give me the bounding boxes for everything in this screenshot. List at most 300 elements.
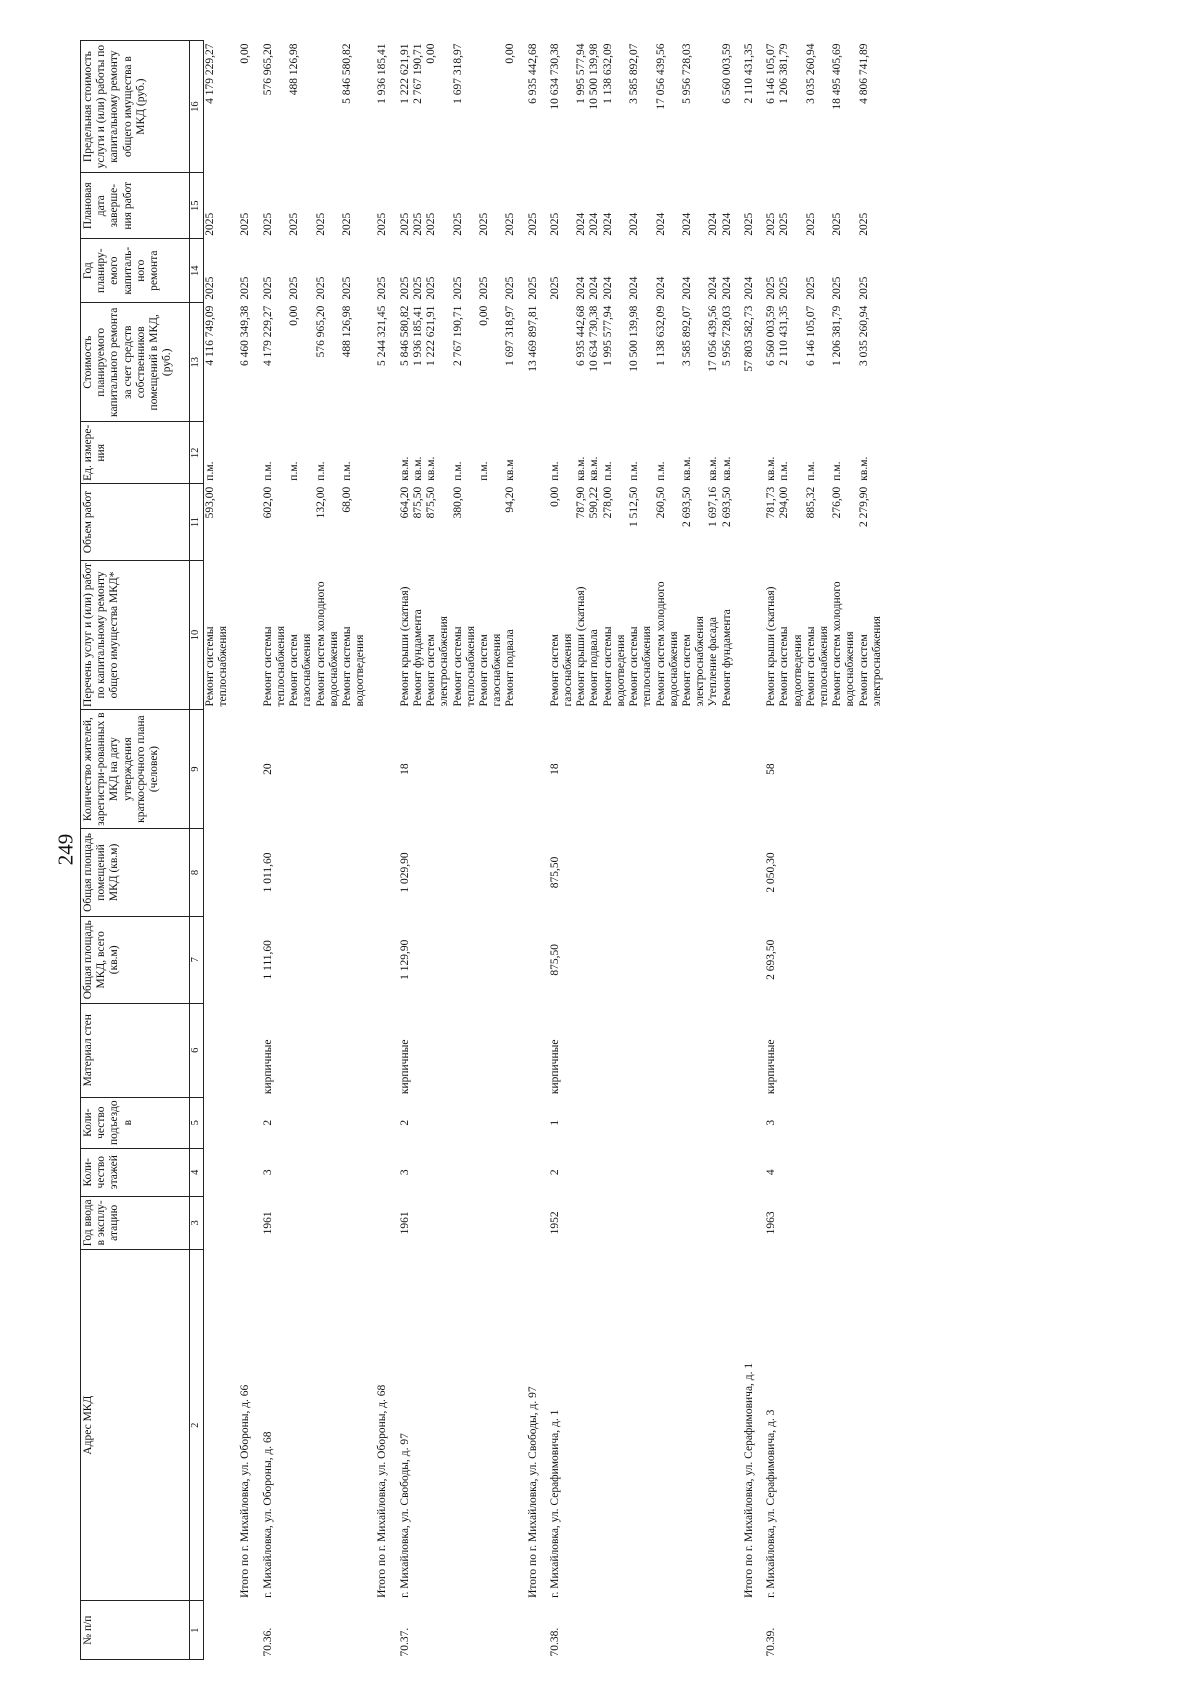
cell-residents: 58: [765, 763, 778, 775]
cell-unit: [734, 422, 756, 484]
cell-max-cost: 2 767 190,71: [411, 43, 424, 104]
cell-total-area: [707, 916, 720, 1003]
cell-work-type: Ремонт систем холодного водоснабжения: [314, 581, 340, 707]
cell-work-volume: 593,00: [204, 486, 216, 519]
cell-year-built: [412, 1196, 425, 1249]
cell-address: Итого по г. Михайловка, ул. Свободы, д. 97: [526, 1386, 539, 1598]
column-number: 14: [190, 239, 204, 303]
cell-max-cost: 0,00: [239, 43, 252, 64]
cell-wall-material: [341, 1003, 367, 1097]
cell-row-number: [602, 1601, 628, 1660]
cell-row-number: [504, 1601, 517, 1660]
cell-work-volume: [734, 484, 756, 561]
cell-residents: [575, 709, 588, 828]
cell-year-built: [425, 1196, 451, 1249]
cell-work-volume: [478, 484, 504, 561]
cell-total-area: 875,50: [548, 943, 561, 976]
cell-floors: [628, 1148, 654, 1196]
table-row: [504, 41, 517, 1660]
cell-completion-year: 2024: [588, 212, 601, 236]
table-row: [721, 41, 734, 1660]
cell-work-volume: 602,00: [261, 486, 274, 519]
cell-unit: кв.м.: [398, 456, 411, 481]
header-cell: Стоимость планируемого капитального ремонта за счет средств собственников помещений в МКД, (руб.): [81, 303, 190, 422]
cell-planned-cost: 0,00: [288, 305, 301, 326]
cell-repair-year: 2025: [526, 276, 539, 300]
cell-total-area: [288, 916, 314, 1003]
cell-residents: [588, 709, 601, 828]
cell-repair-year: 2024: [654, 276, 667, 300]
cell-premises-area: [315, 829, 341, 916]
cell-floors: [721, 1148, 734, 1196]
cell-address: г. Михайловка, ул. Серафимовича, д. 1: [548, 1409, 561, 1598]
cell-address: [831, 1249, 857, 1600]
cell-planned-cost: 4 116 749,09: [204, 305, 216, 366]
cell-repair-year: 2025: [425, 276, 438, 300]
cell-planned-cost: 3 585 892,07: [681, 305, 693, 367]
cell-premises-area: 1 029,90: [398, 852, 411, 893]
table-row: [315, 41, 341, 1660]
cell-address: [805, 1249, 831, 1600]
cell-address: [628, 1249, 654, 1600]
cell-work-type: Ремонт системы водоотведения: [340, 626, 367, 707]
cell-premises-area: [367, 829, 389, 916]
table-row: [540, 41, 575, 1660]
cell-work-type: Ремонт подвала: [504, 629, 517, 707]
cell-floors: [518, 1148, 540, 1196]
cell-work-volume: 2 693,50: [681, 486, 693, 527]
cell-residents: [655, 709, 681, 828]
cell-total-area: [412, 916, 425, 1003]
cell-residents: [721, 709, 734, 828]
cell-wall-material: кирпичные: [548, 1039, 561, 1095]
cell-row-number: [230, 1601, 252, 1660]
cell-repair-year: 2024: [628, 276, 641, 300]
cell-completion-year: 2025: [831, 212, 844, 236]
cell-max-cost: 2 110 431,35: [742, 43, 755, 104]
cell-row-number: [204, 1601, 231, 1660]
cell-residents: [628, 709, 654, 828]
cell-entrances: [805, 1097, 831, 1148]
cell-total-area: 1 129,90: [398, 939, 411, 980]
cell-floors: [315, 1148, 341, 1196]
cell-total-area: [831, 916, 857, 1003]
cell-residents: [288, 709, 314, 828]
cell-repair-year: 2024: [681, 276, 693, 300]
cell-row-number: 70.37.: [398, 1627, 411, 1657]
cell-total-area: [602, 916, 628, 1003]
cell-work-type: Ремонт системы теплоснабжения: [804, 626, 830, 707]
cell-planned-cost: 2 110 431,35: [778, 305, 791, 366]
cell-work-volume: 278,00: [601, 486, 614, 519]
cell-year-built: [858, 1196, 884, 1249]
cell-row-number: [288, 1601, 314, 1660]
cell-work-volume: 2 279,90: [857, 486, 870, 527]
table-row: [778, 41, 804, 1660]
cell-completion-year: 2025: [376, 212, 389, 236]
cell-completion-year: 2025: [548, 212, 561, 236]
cell-planned-cost: 1 936 185,41: [411, 305, 424, 367]
cell-planned-cost: 10 634 730,38: [588, 305, 601, 372]
cell-work-type: Ремонт крыши (скатная): [398, 586, 411, 707]
cell-work-volume: [288, 484, 314, 561]
cell-entrances: [707, 1097, 720, 1148]
table-row: [628, 41, 654, 1660]
cell-address: [575, 1249, 588, 1600]
cell-floors: [602, 1148, 628, 1196]
column-number: 11: [190, 484, 204, 561]
cell-floors: [412, 1148, 425, 1196]
cell-total-area: [655, 916, 681, 1003]
table-row: [341, 41, 367, 1660]
cell-unit: кв.м.: [765, 456, 778, 481]
cell-repair-year: 2025: [411, 276, 424, 300]
cell-repair-year: 2025: [204, 276, 216, 300]
cell-total-area: 2 693,50: [765, 939, 778, 980]
cell-premises-area: [707, 829, 720, 916]
cell-repair-year: 2025: [398, 276, 411, 300]
cell-entrances: [681, 1097, 707, 1148]
cell-planned-cost: 1 697 318,97: [504, 305, 517, 367]
cell-completion-year: 2025: [742, 212, 755, 236]
cell-residents: 18: [398, 763, 411, 775]
cell-work-type: Ремонт системы теплоснабжения: [204, 626, 230, 707]
cell-unit: кв.м.: [681, 456, 693, 481]
cell-planned-cost: 6 935 442,68: [575, 305, 588, 367]
cell-max-cost: 1 936 185,41: [376, 43, 389, 104]
cell-work-type: Ремонт систем холодного водоснабжения: [654, 581, 680, 707]
table-row: [831, 41, 857, 1660]
column-number: 9: [190, 709, 204, 828]
header-cell: Плановая дата заверше-ния работ: [81, 173, 190, 239]
cell-row-number: [628, 1601, 654, 1660]
cell-work-type: Ремонт систем электроснабжения: [425, 616, 451, 707]
cell-planned-cost: 5 956 728,03: [720, 305, 733, 367]
cell-entrances: [315, 1097, 341, 1148]
cell-work-volume: 0,00: [548, 486, 561, 507]
cell-planned-cost: 1 222 621,91: [425, 305, 438, 367]
cell-repair-year: 2024: [707, 276, 720, 300]
cell-address: [452, 1249, 478, 1600]
cell-floors: 2: [548, 1169, 561, 1176]
cell-work-volume: [518, 484, 540, 561]
cell-unit: п.м.: [778, 461, 791, 481]
cell-row-number: [315, 1601, 341, 1660]
cell-premises-area: [628, 829, 654, 916]
cell-max-cost: 1 697 318,97: [451, 43, 464, 104]
cell-completion-year: 2025: [526, 212, 539, 236]
cell-address: г. Михайловка, ул. Свободы, д. 97: [398, 1433, 411, 1598]
cell-residents: [681, 709, 707, 828]
column-number: 5: [190, 1097, 204, 1148]
cell-entrances: [504, 1097, 517, 1148]
table-row: [367, 41, 389, 1660]
cell-entrances: [204, 1097, 231, 1148]
table-row: [655, 41, 681, 1660]
cell-max-cost: 10 634 730,38: [548, 43, 561, 110]
cell-floors: [288, 1148, 314, 1196]
cell-residents: [315, 709, 341, 828]
cell-repair-year: 2025: [548, 276, 561, 300]
cell-floors: [504, 1148, 517, 1196]
cell-entrances: [341, 1097, 367, 1148]
cell-total-area: [341, 916, 367, 1003]
cell-year-built: 1961: [261, 1211, 274, 1235]
cell-row-number: [681, 1601, 707, 1660]
cell-address: [425, 1249, 451, 1600]
cell-wall-material: [858, 1003, 884, 1097]
cell-unit: п.м.: [340, 461, 353, 481]
cell-wall-material: [805, 1003, 831, 1097]
cell-wall-material: [230, 1003, 252, 1097]
cell-max-cost: [478, 41, 504, 173]
cell-entrances: [452, 1097, 478, 1148]
cell-max-cost: 5 846 580,82: [340, 43, 353, 104]
cell-address: Итого по г. Михайловка, ул. Обороны, д. 68: [376, 1384, 389, 1598]
cell-max-cost: 17 056 439,56: [654, 43, 667, 110]
cell-wall-material: [204, 1003, 231, 1097]
cell-premises-area: [452, 829, 478, 916]
cell-year-built: [778, 1196, 804, 1249]
cell-work-type: Ремонт крыши (скатная): [765, 586, 778, 707]
cell-premises-area: [778, 829, 804, 916]
cell-planned-cost: 17 056 439,56: [707, 305, 720, 372]
header-cell: Коли-чество этажей: [81, 1148, 190, 1196]
column-number: 8: [190, 829, 204, 916]
column-number: 6: [190, 1003, 204, 1097]
cell-unit: п.м.: [451, 461, 464, 481]
cell-premises-area: [412, 829, 425, 916]
cell-address: [681, 1249, 707, 1600]
cell-wall-material: кирпичные: [398, 1039, 411, 1095]
cell-residents: [778, 709, 804, 828]
cell-premises-area: [721, 829, 734, 916]
cell-floors: [858, 1148, 884, 1196]
cell-address: [778, 1249, 804, 1600]
cell-completion-year: 2024: [681, 212, 693, 236]
cell-total-area: [478, 916, 504, 1003]
cell-repair-year: 2025: [451, 276, 464, 300]
cell-row-number: [425, 1601, 451, 1660]
cell-residents: 20: [261, 763, 274, 775]
cell-total-area: [628, 916, 654, 1003]
column-number: 12: [190, 422, 204, 484]
cell-repair-year: 2025: [778, 276, 791, 300]
cell-wall-material: [655, 1003, 681, 1097]
cell-wall-material: [681, 1003, 707, 1097]
cell-residents: [504, 709, 517, 828]
cell-premises-area: [504, 829, 517, 916]
cell-unit: кв.м.: [411, 456, 424, 481]
cell-completion-year: 2025: [425, 212, 438, 236]
cell-planned-cost: 576 965,20: [314, 305, 327, 358]
table-row: [478, 41, 504, 1660]
cell-year-built: [734, 1196, 756, 1249]
cell-work-type: Ремонт крыши (скатная): [575, 586, 588, 707]
cell-unit: [518, 422, 540, 484]
cell-unit: п.м.: [831, 461, 844, 481]
cell-residents: [478, 709, 504, 828]
cell-address: [412, 1249, 425, 1600]
cell-max-cost: 4 179 229,27: [204, 43, 216, 104]
cell-total-area: [504, 916, 517, 1003]
cell-row-number: [478, 1601, 504, 1660]
cell-wall-material: [412, 1003, 425, 1097]
cell-total-area: [575, 916, 588, 1003]
table-row: [756, 41, 778, 1660]
cell-entrances: [721, 1097, 734, 1148]
cell-unit: кв.м.: [857, 456, 870, 481]
cell-total-area: [425, 916, 451, 1003]
cell-premises-area: [478, 829, 504, 916]
cell-premises-area: [588, 829, 601, 916]
cell-work-volume: 1 697,16: [707, 486, 720, 527]
cell-premises-area: [681, 829, 707, 916]
cell-address: [315, 1249, 341, 1600]
cell-premises-area: [341, 829, 367, 916]
cell-work-volume: 787,90: [575, 486, 588, 519]
cell-total-area: 1 111,60: [261, 940, 274, 980]
cell-unit: кв.м.: [588, 456, 601, 481]
cell-work-volume: 875,50: [425, 486, 438, 519]
cell-floors: [452, 1148, 478, 1196]
cell-row-number: [805, 1601, 831, 1660]
cell-completion-year: 2025: [804, 212, 817, 236]
cell-wall-material: [602, 1003, 628, 1097]
cell-work-volume: [230, 484, 252, 561]
cell-premises-area: [288, 829, 314, 916]
cell-row-number: [367, 1601, 389, 1660]
column-number: 10: [190, 560, 204, 709]
cell-total-area: [367, 916, 389, 1003]
cell-year-built: [707, 1196, 720, 1249]
cell-wall-material: [504, 1003, 517, 1097]
cell-completion-year: 2025: [778, 212, 791, 236]
cell-wall-material: [518, 1003, 540, 1097]
table-row: [452, 41, 478, 1660]
cell-completion-year: 2024: [575, 212, 588, 236]
cell-row-number: [858, 1601, 884, 1660]
cell-row-number: [341, 1601, 367, 1660]
cell-premises-area: [602, 829, 628, 916]
cell-work-volume: 68,00: [340, 486, 353, 513]
table-row: [230, 41, 252, 1660]
cell-work-volume: 276,00: [831, 486, 844, 519]
cell-planned-cost: 3 035 260,94: [857, 305, 870, 367]
cell-repair-year: 2025: [804, 276, 817, 300]
cell-year-built: [518, 1196, 540, 1249]
cell-entrances: 2: [398, 1119, 411, 1126]
cell-work-type: Ремонт системы теплоснабжения: [261, 626, 287, 707]
cell-work-volume: 260,50: [654, 486, 667, 519]
cell-total-area: [681, 916, 707, 1003]
table-row: [518, 41, 540, 1660]
cell-unit: п.м.: [601, 461, 614, 481]
cell-work-type: [367, 560, 389, 709]
table-row: [588, 41, 601, 1660]
header-cell: Перечень услуг и (или) работ по капитальному ремонту общего имущества МКД*: [81, 560, 190, 709]
cell-address: г. Михайловка, ул. Обороны, д. 68: [261, 1431, 274, 1598]
cell-residents: [518, 709, 540, 828]
cell-premises-area: [575, 829, 588, 916]
cell-max-cost: 1 222 621,91: [398, 43, 411, 104]
column-number: 2: [190, 1249, 204, 1600]
cell-work-volume: 875,50: [411, 486, 424, 519]
cell-wall-material: кирпичные: [261, 1039, 274, 1095]
cell-max-cost: 6 935 442,68: [526, 43, 539, 104]
cell-premises-area: 2 050,30: [765, 852, 778, 893]
cell-unit: п.м.: [628, 461, 641, 481]
cell-planned-cost: [540, 303, 575, 422]
cell-address: [858, 1249, 884, 1600]
cell-residents: [230, 709, 252, 828]
cell-row-number: [518, 1601, 540, 1660]
header-cell: Материал стен: [81, 1003, 190, 1097]
cell-year-built: [230, 1196, 252, 1249]
header-cell: Количество жителей, зарегистри-рованных в МКД на дату утверждения краткосрочного плана (человек): [81, 709, 190, 828]
cell-repair-year: 2024: [601, 276, 614, 300]
cell-wall-material: [628, 1003, 654, 1097]
header-cell: Предельная стоимость услуги и (или) работы по капитальному ремонту общего имущества в МКД (руб.): [81, 41, 190, 173]
cell-premises-area: [831, 829, 857, 916]
cell-planned-cost: 0,00: [477, 305, 490, 326]
cell-total-area: [204, 916, 231, 1003]
cell-max-cost: 1 206 381,79: [778, 43, 791, 104]
cell-work-type: Ремонт системы теплоснабжения: [628, 626, 654, 707]
cell-work-volume: 781,73: [765, 486, 778, 519]
cell-address: [504, 1249, 517, 1600]
cell-row-number: [734, 1601, 756, 1660]
cell-work-type: Ремонт системы водоотведения: [778, 626, 804, 707]
cell-entrances: [288, 1097, 314, 1148]
header-cell: Адрес МКД: [81, 1249, 190, 1600]
cell-entrances: 2: [261, 1119, 274, 1126]
cell-residents: [602, 709, 628, 828]
cell-premises-area: [734, 829, 756, 916]
cell-max-cost: 10 500 139,98: [588, 43, 601, 110]
cell-entrances: [518, 1097, 540, 1148]
cell-wall-material: [588, 1003, 601, 1097]
cell-max-cost: 0,00: [504, 43, 517, 64]
cell-work-type: Утепление фасада: [707, 617, 720, 707]
cell-unit: п.м.: [477, 461, 490, 481]
cell-unit: п.м.: [261, 461, 274, 481]
cell-max-cost: 18 495 405,69: [831, 43, 844, 110]
cell-unit: п.м.: [204, 461, 216, 481]
page-number: 249: [53, 833, 78, 866]
cell-total-area: [315, 916, 341, 1003]
cell-year-built: [655, 1196, 681, 1249]
cell-work-type: Ремонт систем газоснабжения: [477, 633, 504, 707]
cell-residents: [425, 709, 451, 828]
cell-completion-year: 2024: [601, 212, 614, 236]
cell-year-built: [628, 1196, 654, 1249]
cell-planned-cost: 1 995 577,94: [601, 305, 614, 367]
table-row: [288, 41, 314, 1660]
table-row: [575, 41, 588, 1660]
cell-total-area: [858, 916, 884, 1003]
cell-planned-cost: 6 560 003,59: [765, 305, 778, 367]
cell-year-built: [341, 1196, 367, 1249]
cell-completion-year: 2025: [504, 212, 517, 236]
cell-unit: п.м.: [654, 461, 667, 481]
cell-floors: [831, 1148, 857, 1196]
cell-work-volume: 380,00: [451, 486, 464, 519]
cell-wall-material: [707, 1003, 720, 1097]
cell-unit: п.м.: [548, 461, 561, 481]
cell-entrances: [478, 1097, 504, 1148]
cell-work-volume: [367, 484, 389, 561]
